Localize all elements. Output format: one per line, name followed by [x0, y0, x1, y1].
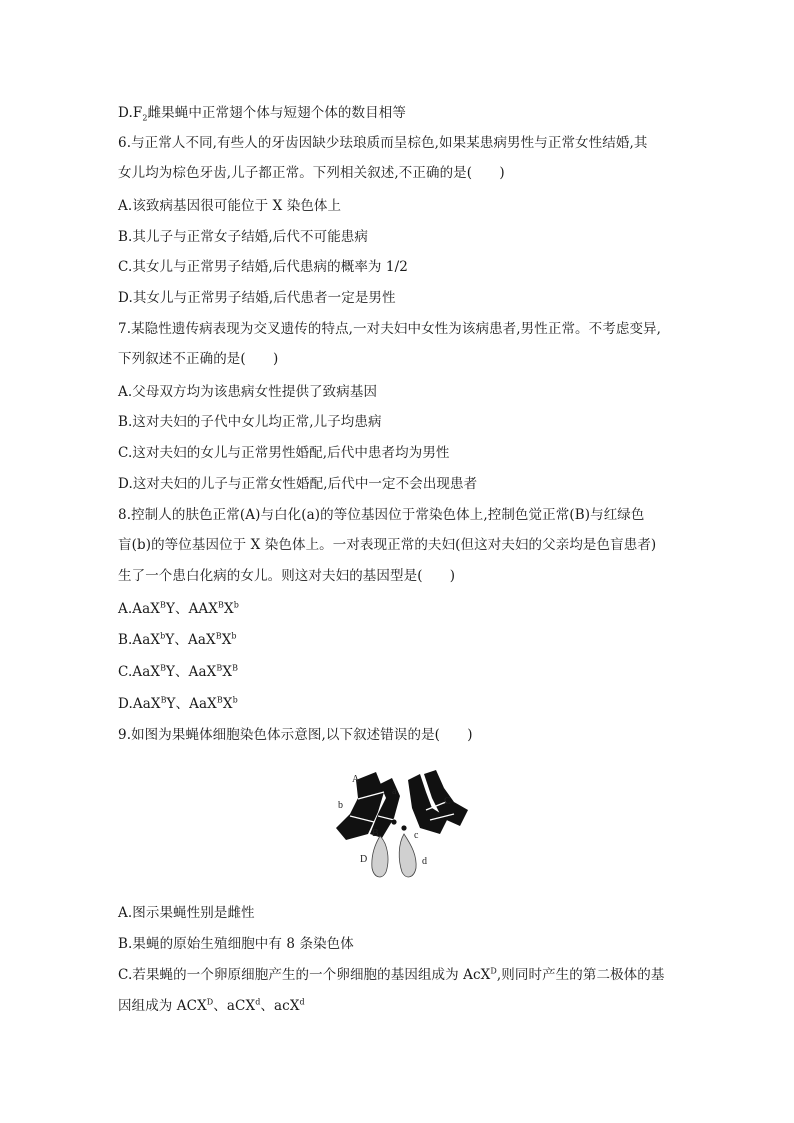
- genotype-part: AaX: [132, 601, 160, 617]
- label-A: A: [352, 774, 360, 785]
- genotype-part: Y、AaX: [166, 696, 217, 712]
- text-part: 、acX: [260, 998, 300, 1014]
- q6-stem-line1: 6.与正常人不同,有些人的牙齿因缺少珐琅质而呈棕色,如果某患病男性与正常女性结婚,其: [118, 135, 648, 151]
- chromosome-pair-left: [336, 772, 400, 840]
- label-B: B: [372, 828, 379, 839]
- genotype-part: AaX: [132, 664, 161, 680]
- text-part: C.若果蝇的一个卵原细胞产生的一个卵细胞的基因组成为 AcX: [118, 967, 491, 983]
- text-part: ,则同时产生的第二极体的基: [496, 967, 665, 983]
- q8-option-a: [118, 600, 239, 618]
- q6-option-c: C.其女儿与正常男子结婚,后代患病的概率为 1/2: [118, 259, 408, 275]
- allele-sup: B: [217, 600, 224, 610]
- q5-option-d: [118, 104, 406, 122]
- q6-option-d: D.其女儿与正常男子结婚,后代患者一定是男性: [118, 290, 396, 306]
- q8-stem-line1: 8.控制人的肤色正常(A)与白化(a)的等位基因位于常染色体上,控制色觉正常(B)与红绿色: [118, 507, 645, 523]
- allele-sup: B: [215, 631, 222, 641]
- q8-option-d: [118, 695, 238, 713]
- allele-sup: D: [206, 997, 214, 1007]
- q5-option-d-text: 雌果蝇中正常翅个体与短翅个体的数目相等: [147, 105, 406, 121]
- allele-sup: b: [160, 631, 166, 641]
- q5-option-d-prefix: D.F: [118, 105, 143, 121]
- q9-option-c-line2: [118, 997, 305, 1015]
- sex-chromosome-left: [372, 836, 388, 877]
- allele-sup: b: [232, 695, 238, 705]
- q9-stem: 9.如图为果蝇体细胞染色体示意图,以下叙述错误的是( ): [118, 727, 473, 743]
- text-part: 因组成为 ACX: [118, 998, 207, 1014]
- option-letter: A.: [118, 601, 133, 617]
- q8-option-b: [118, 631, 237, 649]
- label-b: b: [338, 800, 343, 811]
- dot-chromosome: [391, 819, 396, 824]
- q9-option-c-line1: [118, 966, 664, 984]
- label-C: C: [444, 796, 451, 807]
- q7-option-d: D.这对夫妇的儿子与正常女性婚配,后代中一定不会出现患者: [118, 476, 478, 492]
- label-d: d: [422, 856, 427, 867]
- allele-sup: b: [233, 600, 239, 610]
- genotype-part: X: [222, 696, 233, 712]
- q9-option-b: B.果蝇的原始生殖细胞中有 8 条染色体: [118, 936, 354, 952]
- q6-option-a: A.该致病基因很可能位于 X 染色体上: [118, 198, 342, 214]
- q9-option-a: A.图示果蝇性别是雌性: [118, 905, 255, 921]
- allele-sup: b: [231, 631, 237, 641]
- q5-option-d-subscript: 2: [142, 113, 148, 123]
- chromosome-figure: [328, 762, 474, 882]
- label-D: D: [360, 854, 368, 865]
- allele-sup: B: [232, 663, 239, 673]
- dot-chromosome: [401, 825, 406, 830]
- genotype-part: AaX: [132, 696, 161, 712]
- genotype-part: AaX: [132, 632, 161, 648]
- q7-option-b: B.这对夫妇的子代中女儿均正常,儿子均患病: [118, 414, 382, 430]
- allele-sup: B: [216, 695, 223, 705]
- q7-stem-line1: 7.某隐性遗传病表现为交叉遗传的特点,一对夫妇中女性为该病患者,男性正常。不考虑变异,: [118, 321, 662, 337]
- allele-sup: B: [216, 663, 223, 673]
- option-letter: B.: [118, 632, 133, 648]
- option-letter: C.: [118, 664, 133, 680]
- genotype-part: X: [223, 601, 234, 617]
- genotype-part: Y、AaX: [165, 632, 216, 648]
- allele-sup: D: [490, 966, 497, 976]
- genotype-part: X: [221, 632, 232, 648]
- label-c: c: [414, 830, 419, 841]
- allele-sup: B: [160, 695, 167, 705]
- text-part: 、aCX: [213, 998, 256, 1014]
- chromosome-pair-right: [408, 770, 468, 834]
- q8-stem-line3: 生了一个患白化病的女儿。则这对夫妇的基因型是( ): [118, 568, 456, 584]
- option-letter: D.: [118, 696, 133, 712]
- label-a: a: [392, 786, 397, 797]
- allele-sup: B: [160, 663, 167, 673]
- allele-sup: d: [255, 997, 261, 1007]
- allele-sup: B: [159, 600, 166, 610]
- genotype-part: X: [222, 664, 233, 680]
- q7-option-a: A.父母双方均为该患病女性提供了致病基因: [118, 384, 378, 400]
- q8-stem-line2: 盲(b)的等位基因位于 X 染色体上。一对表现正常的夫妇(但这对夫妇的父亲均是色盲患者): [118, 537, 657, 553]
- q6-stem-line2: 女儿均为棕色牙齿,儿子都正常。下列相关叙述,不正确的是( ): [118, 165, 505, 181]
- q6-option-b: B.其儿子与正常女子结婚,后代不可能患病: [118, 229, 369, 245]
- allele-sup: d: [299, 997, 305, 1007]
- q7-stem-line2: 下列叙述不正确的是( ): [118, 351, 279, 367]
- q7-option-c: C.这对夫妇的女儿与正常男性婚配,后代中患者均为男性: [118, 445, 450, 461]
- genotype-part: Y、AAX: [165, 601, 218, 617]
- genotype-part: Y、AaX: [166, 664, 217, 680]
- q8-option-c: [118, 663, 238, 681]
